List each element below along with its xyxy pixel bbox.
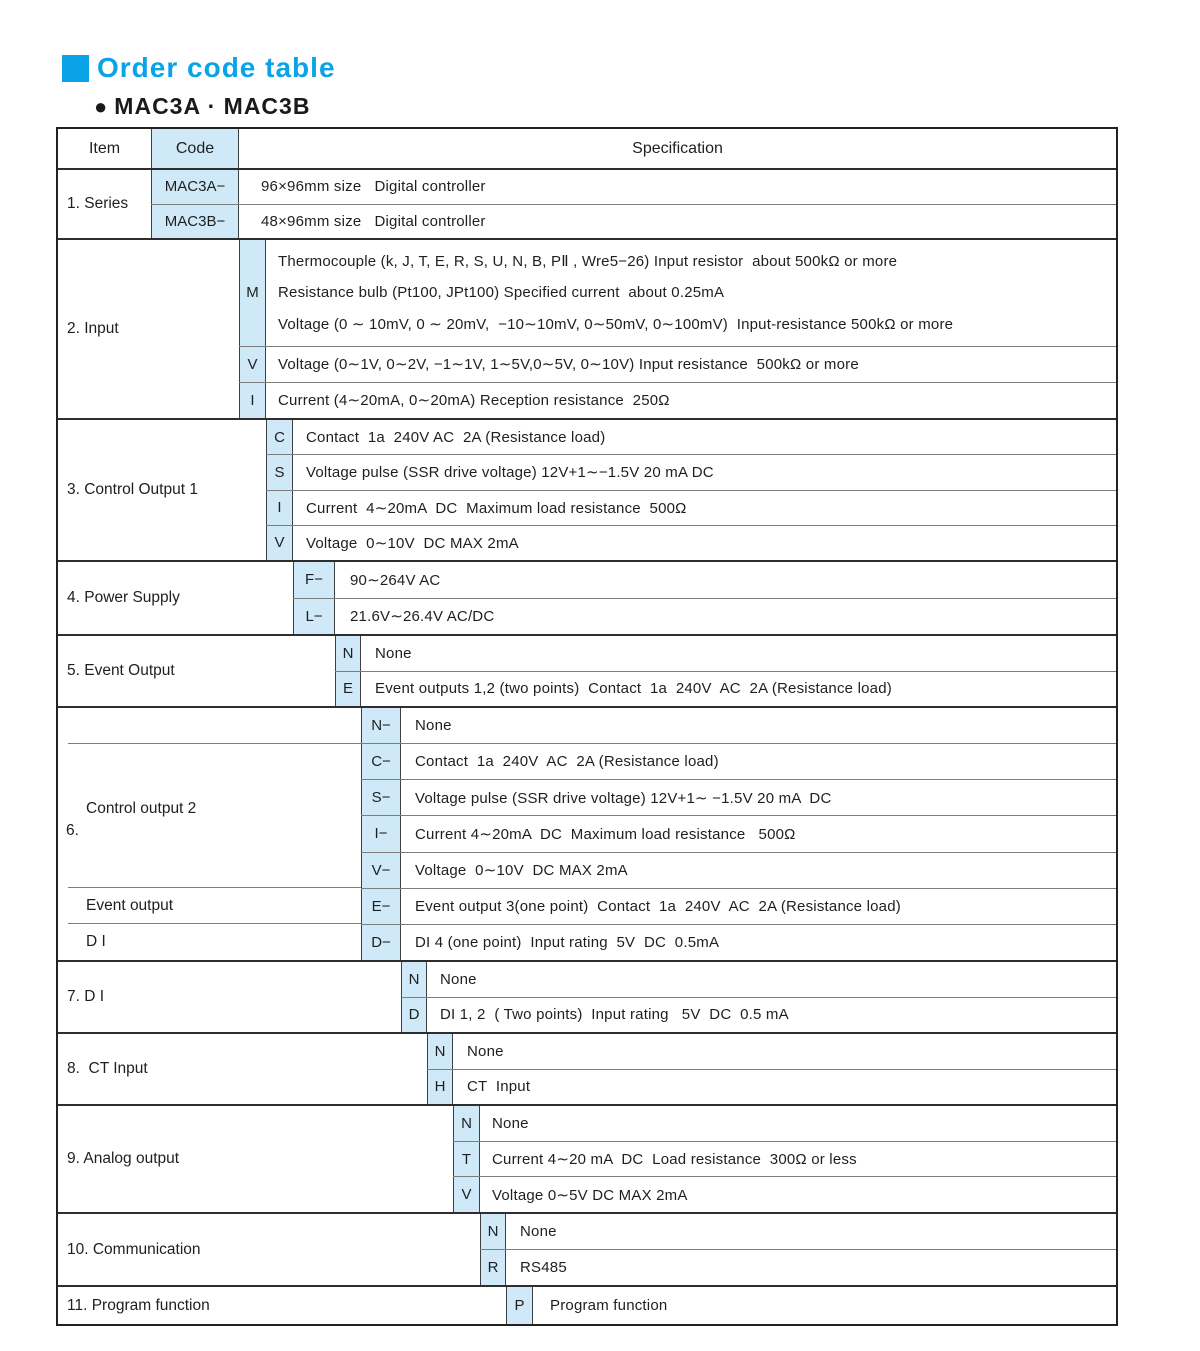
item-cell-11: [58, 1287, 506, 1324]
spec-cell: [401, 708, 1116, 743]
spec-text: Voltage pulse (SSR drive voltage) 12V+1∼ −1.5V 20 mA DC: [415, 789, 832, 807]
table-row: [361, 924, 1116, 960]
table-section-7: [58, 960, 1116, 1032]
item-band-0: [58, 708, 361, 744]
spec-cell: [453, 1070, 1116, 1105]
item-label: 4. Power Supply: [67, 589, 180, 606]
item-label: 5. Event Output: [67, 662, 175, 679]
table-row: [239, 240, 1116, 346]
table-row: [427, 1034, 1116, 1069]
spec-cell: [506, 1214, 1116, 1249]
spec-text: RS485: [520, 1259, 567, 1276]
item-cell-8: [58, 1034, 427, 1104]
header-item: Item: [88, 139, 121, 157]
code-cell: I−: [361, 816, 401, 851]
spec-text: None: [415, 717, 452, 735]
code-cell: M: [239, 240, 266, 346]
table-row: [361, 815, 1116, 851]
order-code-table-body: [58, 168, 1116, 1324]
table-row: [361, 852, 1116, 888]
table-row: [480, 1249, 1116, 1285]
code-cell: T: [453, 1142, 480, 1177]
spec-cell: [401, 744, 1116, 779]
code-cell: S: [266, 455, 293, 489]
table-row: [401, 962, 1116, 997]
item-label: 9. Analog output: [67, 1150, 180, 1167]
item-label: 1. Series: [67, 195, 129, 212]
spec-text: None: [440, 970, 477, 988]
table-row: [335, 671, 1116, 707]
table-section-4: [58, 560, 1116, 634]
table-row: [361, 743, 1116, 779]
spec-text: None: [520, 1223, 557, 1240]
spec-line: Thermocouple (k, J, T, E, R, S, U, N, B, PⅡ , Wre5−26) Input resistor about 500kΩ or more: [278, 253, 898, 271]
table-section-6: [58, 706, 1116, 960]
spec-cell: [401, 780, 1116, 815]
code-cell: D: [401, 998, 427, 1033]
rows-column: [151, 170, 1116, 238]
spec-cell: [427, 962, 1116, 997]
spec-cell: [293, 420, 1116, 454]
code-cell: H: [427, 1070, 453, 1105]
item-cell-6: [58, 708, 361, 960]
code-cell: I: [239, 383, 266, 418]
spec-text: Voltage pulse (SSR drive voltage) 12V+1∼−1.5V 20 mA DC: [306, 464, 714, 482]
spec-text: CT Input: [467, 1078, 531, 1096]
code-cell: V: [266, 526, 293, 560]
item-label: 2. Input: [67, 320, 119, 337]
code-cell: C−: [361, 744, 401, 779]
spec-text: 90∼264V AC: [350, 571, 441, 589]
code-cell: V: [453, 1177, 480, 1212]
code-cell: F−: [293, 562, 335, 598]
item-cell-7: [58, 962, 401, 1032]
table-row: [239, 346, 1116, 382]
code-cell: MAC3A−: [151, 170, 239, 204]
spec-cell: [266, 383, 1116, 418]
spec-text: 96×96mm size Digital controller: [261, 178, 486, 196]
table-row: [453, 1141, 1116, 1177]
code-cell: L−: [293, 599, 335, 635]
spec-cell: [293, 491, 1116, 525]
item-label: 7. D I: [67, 988, 105, 1005]
code-cell: N: [335, 636, 361, 671]
table-row: [361, 779, 1116, 815]
spec-cell: [401, 853, 1116, 888]
item-number: 6.: [66, 822, 79, 839]
item-cell-1: [58, 170, 151, 238]
spec-text: Voltage 0∼10V DC MAX 2mA: [415, 862, 628, 880]
item-cell-9: [58, 1106, 453, 1212]
code-cell: N: [427, 1034, 453, 1069]
spec-text: 48×96mm size Digital controller: [261, 212, 486, 230]
table-row: [151, 204, 1116, 239]
title-square-icon: [62, 55, 89, 82]
rows-column: [361, 708, 1116, 960]
item-sub-label: Event output: [86, 897, 174, 914]
page-subtitle: MAC3A · MAC3B: [114, 93, 311, 119]
code-cell: N: [453, 1106, 480, 1141]
spec-text: Contact 1a 240V AC 2A (Resistance load): [415, 753, 719, 771]
code-cell: E−: [361, 889, 401, 924]
rows-column: [506, 1287, 1116, 1324]
spec-text: DI 4 (one point) Input rating 5V DC 0.5mA: [415, 933, 720, 951]
spec-text: Current 4∼20mA DC Maximum load resistance 500Ω: [415, 825, 796, 843]
table-row: [266, 420, 1116, 454]
code-cell: D−: [361, 925, 401, 960]
spec-cell: [453, 1034, 1116, 1069]
rows-column: [453, 1106, 1116, 1212]
spec-cell: [335, 562, 1116, 598]
spec-text: Current 4∼20 mA DC Load resistance 300Ω or less: [492, 1151, 857, 1168]
rows-column: [239, 240, 1116, 418]
spec-cell: [266, 240, 1116, 346]
spec-cell: [480, 1106, 1116, 1141]
item-label: 8. CT Input: [67, 1060, 148, 1077]
table-row: [480, 1214, 1116, 1249]
spec-cell: [480, 1142, 1116, 1177]
code-cell: E: [335, 672, 361, 707]
table-row: [293, 598, 1116, 635]
item-cell-4: [58, 562, 293, 634]
spec-cell: [266, 347, 1116, 382]
spec-text: None: [467, 1042, 504, 1060]
spec-text: None: [492, 1114, 529, 1132]
table-row: [266, 525, 1116, 560]
spec-text: Program function: [550, 1297, 668, 1314]
item-cell-3: [58, 420, 266, 560]
page-title: Order code table: [97, 52, 336, 83]
page-title-row: [62, 52, 336, 84]
spec-text: Current 4∼20mA DC Maximum load resistance 500Ω: [306, 499, 687, 517]
table-row: [266, 490, 1116, 525]
item-label-control-output-2: Control output 2: [86, 800, 197, 817]
code-cell: I: [266, 491, 293, 525]
code-cell: V−: [361, 853, 401, 888]
table-row: [335, 636, 1116, 671]
spec-text: Current (4∼20mA, 0∼20mA) Reception resistance 250Ω: [278, 392, 670, 410]
table-section-5: [58, 634, 1116, 706]
table-row: [506, 1287, 1116, 1324]
rows-column: [480, 1214, 1116, 1285]
spec-cell: [401, 816, 1116, 851]
rows-column: [293, 562, 1116, 634]
table-row: [293, 562, 1116, 598]
item-band-1: [58, 744, 361, 888]
spec-cell: [401, 889, 1116, 924]
table-section-10: [58, 1212, 1116, 1285]
table-row: [361, 708, 1116, 743]
spec-text: Event output 3(one point) Contact 1a 240V AC 2A (Resistance load): [415, 897, 901, 915]
spec-text: Voltage 0∼5V DC MAX 2mA: [492, 1186, 688, 1204]
table-row: [361, 888, 1116, 924]
rows-column: [266, 420, 1116, 560]
table-section-8: [58, 1032, 1116, 1104]
spec-cell: [239, 170, 1116, 204]
table-row: [151, 170, 1116, 204]
spec-text: Voltage (0∼1V, 0∼2V, −1∼1V, 1∼5V,0∼5V, 0∼10V) Input resistance 500kΩ or more: [278, 356, 859, 374]
table-row: [401, 997, 1116, 1033]
spec-line: Resistance bulb (Pt100, JPt100) Specified current about 0.25mA: [278, 284, 725, 302]
header-specification: Specification: [632, 139, 723, 157]
spec-cell: [335, 599, 1116, 635]
table-row: [453, 1106, 1116, 1141]
spec-cell: [361, 636, 1116, 671]
table-section-11: [58, 1285, 1116, 1324]
header-code: Code: [151, 129, 239, 168]
table-row: [239, 382, 1116, 418]
item-sub-label: D I: [86, 933, 106, 950]
item-cell-5: [58, 636, 335, 706]
spec-line: Voltage (0 ∼ 10mV, 0 ∼ 20mV, −10∼10mV, 0∼50mV, 0∼100mV) Input-resistance 500kΩ or more: [278, 316, 954, 334]
spec-text: Event outputs 1,2 (two points) Contact 1a 240V AC 2A (Resistance load): [375, 680, 892, 698]
table-row: [453, 1176, 1116, 1212]
item-label: 3. Control Output 1: [67, 481, 198, 498]
spec-cell: [533, 1287, 1116, 1324]
spec-text: None: [375, 644, 412, 662]
table-header-row: [58, 129, 1116, 168]
spec-cell: [239, 205, 1116, 239]
code-cell: R: [480, 1250, 506, 1285]
code-cell: V: [239, 347, 266, 382]
code-cell: C: [266, 420, 293, 454]
item-label: 10. Communication: [67, 1240, 201, 1258]
order-code-table: [56, 127, 1118, 1326]
code-cell: N: [480, 1214, 506, 1249]
code-cell: P: [506, 1287, 533, 1324]
item-label: 11. Program function: [67, 1296, 210, 1314]
spec-cell: [361, 672, 1116, 707]
table-row: [427, 1069, 1116, 1105]
spec-text: Voltage 0∼10V DC MAX 2mA: [306, 534, 519, 552]
rows-column: [427, 1034, 1116, 1104]
spec-cell: [480, 1177, 1116, 1212]
spec-cell: [427, 998, 1116, 1033]
table-section-3: [58, 418, 1116, 560]
spec-cell: [401, 925, 1116, 960]
spec-cell: [506, 1250, 1116, 1285]
table-section-2: [58, 238, 1116, 418]
rows-column: [401, 962, 1116, 1032]
rows-column: [335, 636, 1116, 706]
code-cell: S−: [361, 780, 401, 815]
spec-text: DI 1, 2 ( Two points) Input rating 5V DC 0.5 mA: [440, 1006, 789, 1024]
spec-text: Contact 1a 240V AC 2A (Resistance load): [306, 428, 606, 446]
page-subtitle-row: [94, 93, 310, 120]
bullet-icon: ●: [94, 93, 108, 119]
item-band-2: [58, 888, 361, 924]
code-cell: N−: [361, 708, 401, 743]
table-row: [266, 454, 1116, 489]
code-cell: MAC3B−: [151, 205, 239, 239]
table-section-1: [58, 168, 1116, 238]
item-cell-2: [58, 240, 239, 418]
table-section-9: [58, 1104, 1116, 1212]
spec-cell: [293, 526, 1116, 560]
spec-text: 21.6V∼26.4V AC/DC: [350, 608, 495, 626]
spec-cell: [293, 455, 1116, 489]
code-cell: N: [401, 962, 427, 997]
item-band-3: [58, 924, 361, 960]
item-cell-10: [58, 1214, 480, 1285]
